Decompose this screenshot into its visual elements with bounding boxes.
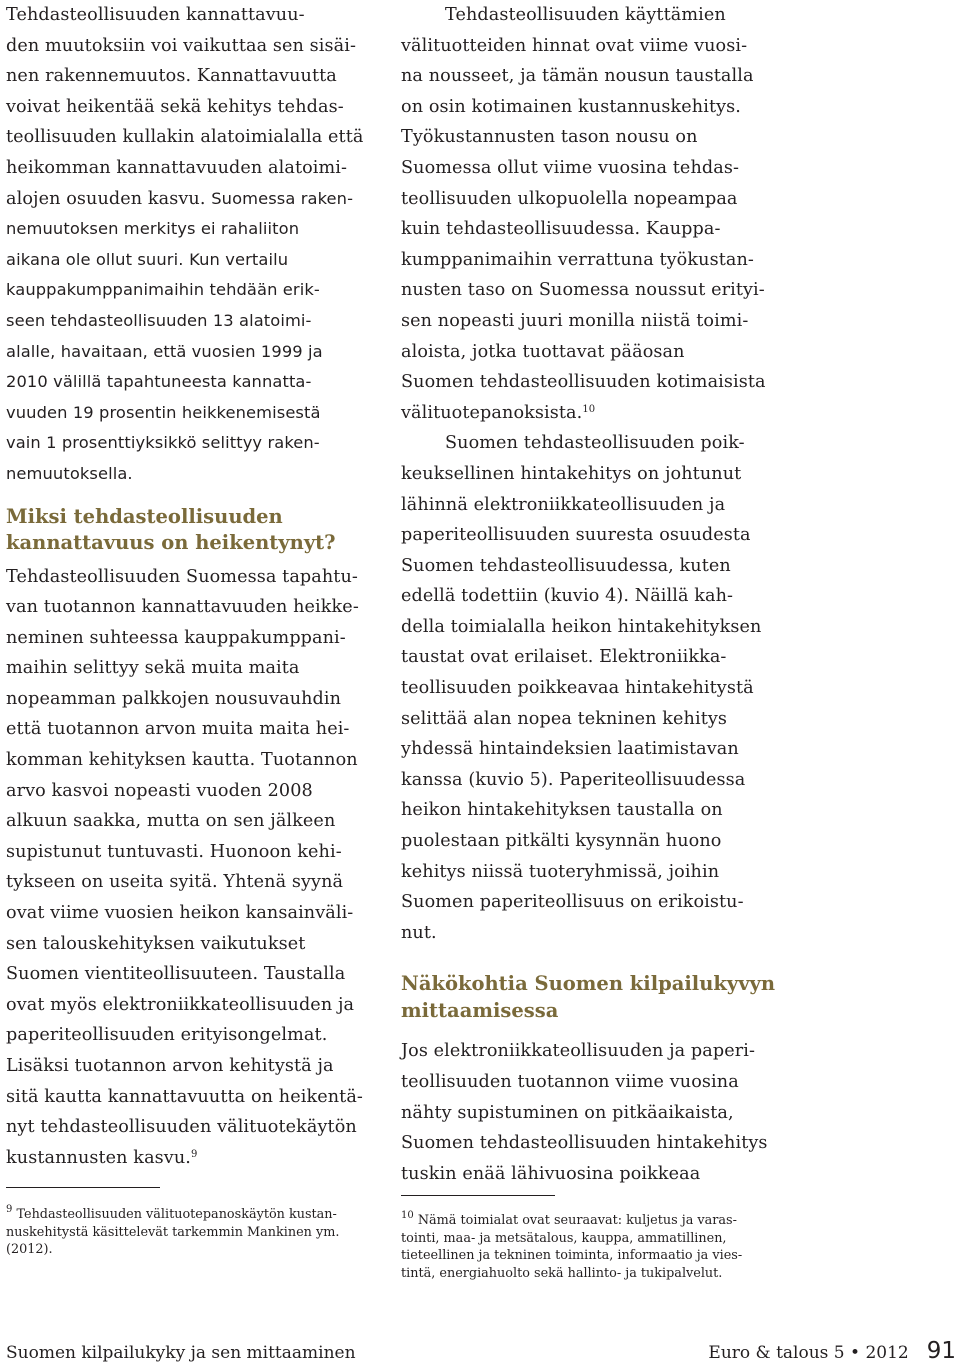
publication-info: Euro & talous 5 • 2012 — [708, 1343, 909, 1363]
section-heading — [6, 504, 376, 557]
right-column — [401, 0, 776, 1282]
text-line: tuskin enää lähivuosina poikkeaa — [401, 1163, 701, 1184]
text-line — [6, 245, 376, 276]
text-line: kehitys niissä tuoteryhmissä, joihin — [401, 861, 720, 882]
text-line: nemuutoksella. — [6, 463, 133, 483]
heading-line: Näkökohtia Suomen kilpailukyvyn — [401, 972, 776, 996]
text-line: heikon hintakehityksen taustalla on — [401, 800, 723, 821]
text-line: Suomen tehdasteollisuudessa, kuten — [401, 555, 731, 576]
text-line: nähty supistuminen on pitkäaikaista, — [401, 1102, 734, 1123]
text-line — [6, 184, 376, 215]
text-line: voivat heikentää sekä kehitys tehdas- — [6, 96, 344, 117]
text-segment: Tehdasteollisuuden välituotepanoskäytön kustan- — [16, 1207, 337, 1223]
text-line: 2010 välillä tapahtuneesta kannatta- — [6, 372, 312, 392]
footnote-line: tintä, energiahuolto sekä hallinto- ja tukipalvelut. — [401, 1265, 723, 1281]
footnote-line: nuskehitystä käsittelevät tarkemmin Mankinen ym. — [6, 1224, 340, 1240]
text-line: della toimialalla heikon hintakehityksen — [401, 616, 762, 637]
text-line: aloista, jotka tuottavat pääosan — [401, 341, 685, 362]
text-line: kanssa (kuvio 5). Paperiteollisuudessa — [401, 769, 746, 790]
right-footnote — [401, 1195, 771, 1282]
text-segment: kustannusten kasvu. — [6, 1147, 191, 1168]
footnote-line: tointi, maa- ja metsätalous, kauppa, ammatillinen, — [401, 1230, 727, 1246]
text-segment: välituotepanoksista. — [401, 402, 583, 423]
text-segment: Suomessa raken- — [211, 188, 354, 208]
running-footer-publication — [708, 1336, 956, 1368]
text-line — [401, 398, 771, 429]
footnote-number: 10 — [401, 1210, 414, 1222]
text-line: Jos elektroniikkateollisuuden ja paperi- — [401, 1041, 756, 1062]
section-heading — [401, 971, 776, 1024]
text-line: on osin kotimainen kustannuskehitys. — [401, 96, 741, 117]
text-segment: aikana ole ollut suuri. — [6, 249, 184, 269]
text-line: paperiteollisuuden suuresta osuudesta — [401, 525, 751, 546]
text-line: että tuotannon arvon muita maita hei- — [6, 719, 350, 740]
left-footnote — [6, 1187, 376, 1259]
text-line: sen talouskehityksen vaikutukset — [6, 933, 306, 954]
text-line: supistunut tuntuvasti. Huonoon kehi- — [6, 841, 342, 862]
text-line: vuuden 19 prosentin heikkenemisestä — [6, 402, 321, 422]
text-line: sen nopeasti juuri monilla niistä toimi- — [401, 310, 749, 331]
right-paragraph-2 — [401, 428, 771, 948]
text-line: yhdessä hintaindeksien laatimistavan — [401, 739, 739, 760]
text-line: heikomman kannattavuuden alatoimi- — [6, 157, 348, 178]
footnote-line — [401, 1212, 771, 1230]
text-line: kumppanimaihin verrattuna työkustan- — [401, 249, 754, 270]
text-line: tykseen on useita syitä. Yhtenä syynä — [6, 872, 344, 893]
text-line: selittää alan nopea tekninen kehitys — [401, 708, 728, 729]
left-column — [6, 0, 376, 1259]
text-line: nopeamman palkkojen nousuvauhdin — [6, 688, 342, 709]
text-line: den muutoksiin voi vaikuttaa sen sisäi- — [6, 35, 356, 56]
text-line: nyt tehdasteollisuuden välituotekäytön — [6, 1117, 357, 1138]
text-line: puolestaan pitkälti kysynnän huono — [401, 831, 722, 852]
text-line: edellä todettiin (kuvio 4). Näillä kah- — [401, 586, 734, 607]
text-line: Tehdasteollisuuden Suomessa tapahtu- — [6, 566, 358, 587]
left-paragraph-1 — [6, 0, 376, 490]
footnote-divider — [401, 1195, 555, 1196]
text-line: sitä kautta kannattavuutta on heikentä- — [6, 1086, 363, 1107]
text-line: Lisäksi tuotannon arvon kehitystä ja — [6, 1056, 334, 1076]
text-line: komman kehityksen kautta. Tuotannon — [6, 750, 358, 771]
text-line: teollisuuden ulkopuolella nopeampaa — [401, 188, 738, 209]
text-line: seen tehdasteollisuuden 13 alatoimi- — [6, 310, 312, 330]
footnote-divider — [6, 1187, 160, 1188]
footnote-number: 9 — [6, 1204, 13, 1216]
text-line: neminen suhteessa kauppakumppani- — [6, 627, 346, 648]
text-line: taustat ovat erilaiset. Elektroniikka- — [401, 647, 727, 668]
text-line: keuksellinen hintakehitys on johtunut — [401, 463, 742, 484]
text-line: na nousseet, ja tämän nousun taustalla — [401, 66, 754, 87]
text-line: arvo kasvoi nopeasti vuoden 2008 — [6, 780, 313, 801]
text-line: teollisuuden poikkeavaa hintakehitystä — [401, 678, 754, 699]
heading-line: mittaamisessa — [401, 998, 559, 1022]
text-line: ovat myös elektroniikkateollisuuden ja — [6, 994, 355, 1015]
text-line: välituotteiden hinnat ovat viime vuosi- — [401, 35, 748, 56]
text-line: kauppakumppanimaihin tehdään erik- — [6, 280, 320, 300]
text-line: Tehdasteollisuuden käyttämien — [445, 5, 726, 25]
running-footer-title: Suomen kilpailukyky ja sen mittaaminen — [6, 1343, 356, 1363]
heading-line: Miksi tehdasteollisuuden — [6, 504, 283, 528]
text-line: Suomen vientiteollisuuteen. Taustalla — [6, 964, 346, 985]
text-line: maihin selittyy sekä muita maita — [6, 658, 300, 679]
text-line: Suomen tehdasteollisuuden hintakehitys — [401, 1133, 768, 1154]
text-line: alalle, havaitaan, että vuosien 1999 ja — [6, 341, 323, 361]
text-line: Suomen paperiteollisuus on erikoistu- — [401, 892, 744, 913]
footnote-line: (2012). — [6, 1242, 53, 1258]
text-line: teollisuuden tuotannon viime vuosina — [401, 1072, 739, 1092]
footnote-line — [6, 1206, 376, 1224]
heading-line: kannattavuus on heikentynyt? — [6, 531, 336, 554]
right-paragraph-3 — [401, 1036, 771, 1189]
footnote-reference[interactable]: 10 — [582, 403, 596, 415]
text-line: teollisuuden kullakin alatoimialalla että — [6, 127, 364, 148]
text-line: nemuutoksen merkitys ei rahaliiton — [6, 219, 300, 239]
text-line: nusten taso on Suomessa noussut erityi- — [401, 280, 765, 301]
text-line: alkuun saakka, mutta on sen jälkeen — [6, 811, 336, 832]
text-line: ovat viime vuosien heikon kansainväli- — [6, 903, 354, 924]
left-paragraph-2 — [6, 562, 376, 1174]
text-segment: Nämä toimialat ovat seuraavat: kuljetus ja varas- — [417, 1213, 737, 1229]
text-line: lähinnä elektroniikkateollisuuden ja — [401, 494, 726, 515]
footnote-reference[interactable]: 9 — [190, 1148, 198, 1160]
page-number: 91 — [926, 1338, 956, 1364]
text-line: vain 1 prosenttiyksikkö selittyy raken- — [6, 433, 320, 453]
text-line: Suomen tehdasteollisuuden kotimaisista — [401, 372, 766, 393]
text-line — [6, 1143, 376, 1174]
text-line: Suomen tehdasteollisuuden poik- — [445, 433, 745, 454]
text-line: Tehdasteollisuuden kannattavuu- — [6, 5, 305, 25]
text-line: paperiteollisuuden erityisongelmat. — [6, 1025, 328, 1046]
text-line: Työkustannusten tason nousu on — [401, 127, 698, 148]
text-segment: alojen osuuden kasvu. — [6, 188, 206, 209]
right-paragraph-1 — [401, 0, 771, 428]
text-line: van tuotannon kannattavuuden heikke- — [6, 597, 359, 618]
footnote-line: tieteellinen ja tekninen toiminta, informaatio ja vies- — [401, 1248, 743, 1264]
text-line: kuin tehdasteollisuudessa. Kauppa- — [401, 219, 721, 240]
text-line: nut. — [401, 922, 437, 943]
text-segment: Kun vertailu — [189, 249, 289, 269]
text-line: Suomessa ollut viime vuosina tehdas- — [401, 157, 740, 178]
text-line: nen rakennemuutos. Kannattavuutta — [6, 66, 337, 87]
